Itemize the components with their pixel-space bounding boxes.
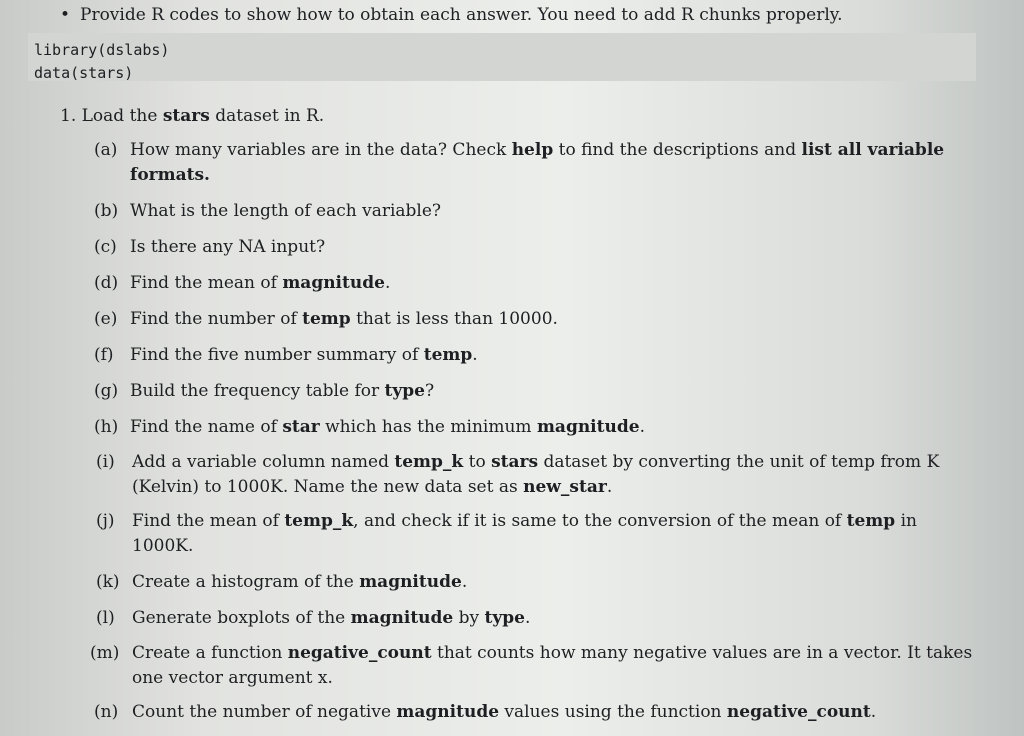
text-run: . bbox=[461, 572, 468, 592]
item-text bbox=[130, 379, 976, 404]
item-label: (e) bbox=[94, 309, 118, 329]
bold-term: magnitude bbox=[536, 417, 640, 437]
text-run: . bbox=[639, 417, 645, 437]
text-run: Find the five number summary of bbox=[130, 345, 424, 365]
text-run: . bbox=[524, 608, 531, 628]
bold-term: negative_count bbox=[726, 702, 871, 722]
item-b bbox=[94, 199, 976, 224]
text-run: to bbox=[463, 452, 492, 472]
text-run: values using the function bbox=[499, 702, 727, 722]
item-label: (k) bbox=[96, 572, 120, 592]
item-label: (m) bbox=[90, 643, 120, 663]
instruction-text: Provide R codes to show how to obtain each answer. You need to add R chunks properly. bbox=[80, 5, 843, 25]
item-e bbox=[94, 307, 976, 332]
item-text bbox=[132, 606, 976, 631]
item-k bbox=[96, 570, 976, 595]
bold-term: temp bbox=[846, 511, 896, 531]
text-run: Load the bbox=[81, 106, 163, 126]
text-run: Find the number of bbox=[130, 309, 303, 329]
bold-term: star bbox=[282, 417, 320, 437]
bold-term: type bbox=[484, 608, 525, 628]
bullet-symbol: • bbox=[60, 5, 71, 25]
text-run: Create a histogram of the bbox=[132, 572, 360, 592]
text-run: Generate boxplots of the bbox=[132, 608, 351, 628]
bold-term: temp bbox=[302, 309, 351, 329]
item-label: (h) bbox=[94, 417, 119, 437]
item-a bbox=[94, 138, 976, 188]
question-text bbox=[82, 106, 325, 126]
text-run: that is less than 10000. bbox=[350, 309, 558, 329]
text-run: that counts how many negative values are in a vector. It takes one vector argument x. bbox=[132, 643, 978, 688]
item-d bbox=[94, 271, 976, 296]
item-g bbox=[94, 379, 976, 404]
item-text bbox=[130, 307, 976, 332]
item-label: (l) bbox=[96, 608, 115, 628]
text-run: in 1000K. bbox=[132, 511, 923, 556]
text-run: Build the frequency table for bbox=[130, 381, 385, 401]
item-f bbox=[94, 343, 976, 368]
instruction-bullet bbox=[60, 3, 843, 27]
bold-term: negative_count bbox=[287, 643, 432, 663]
code-line-2: data(stars) bbox=[34, 64, 134, 82]
item-label: (c) bbox=[94, 237, 117, 257]
text-run: Find the mean of bbox=[130, 273, 283, 293]
text-run: What is the length of each variable? bbox=[130, 201, 442, 221]
item-text bbox=[130, 271, 976, 296]
item-label: (j) bbox=[96, 511, 115, 531]
item-m bbox=[90, 641, 976, 691]
item-text bbox=[130, 138, 976, 188]
bold-term: help bbox=[511, 140, 554, 160]
item-l bbox=[96, 606, 976, 631]
text-run: . bbox=[472, 345, 478, 365]
text-run: ? bbox=[424, 381, 435, 401]
text-run: Find the mean of bbox=[132, 511, 285, 531]
text-run: Is there any NA input? bbox=[130, 237, 326, 257]
bold-term: temp bbox=[423, 345, 473, 365]
bold-term: magnitude bbox=[359, 572, 462, 592]
item-i bbox=[96, 450, 976, 500]
r-code-block bbox=[28, 33, 976, 81]
question-1 bbox=[60, 104, 324, 128]
item-c bbox=[94, 235, 976, 260]
text-run: dataset in R. bbox=[209, 106, 325, 126]
item-label: (i) bbox=[96, 452, 115, 472]
item-text bbox=[130, 343, 976, 368]
text-run: Find the name of bbox=[130, 417, 283, 437]
item-j bbox=[96, 509, 976, 559]
text-run: Add a variable column named bbox=[132, 452, 395, 472]
bold-term: stars bbox=[491, 452, 539, 472]
item-text bbox=[132, 700, 976, 725]
bold-term: magnitude bbox=[282, 273, 385, 293]
text-run: to find the descriptions and bbox=[553, 140, 802, 160]
text-run: . bbox=[870, 702, 877, 722]
item-text bbox=[132, 450, 976, 500]
bold-term: temp_k bbox=[284, 511, 354, 531]
text-run: Count the number of negative bbox=[132, 702, 397, 722]
text-run: , and check if it is same to the conversion of the mean of bbox=[353, 511, 847, 531]
item-label: (g) bbox=[94, 381, 119, 401]
item-text bbox=[132, 641, 976, 691]
item-n bbox=[94, 700, 976, 725]
item-text bbox=[130, 199, 976, 224]
item-h bbox=[94, 415, 976, 440]
item-text bbox=[132, 509, 976, 559]
item-label: (b) bbox=[94, 201, 119, 221]
bold-term: magnitude bbox=[396, 702, 500, 722]
bold-term: temp_k bbox=[394, 452, 464, 472]
bold-term: list all variable formats. bbox=[130, 140, 951, 185]
code-line-1: library(dslabs) bbox=[34, 41, 170, 59]
text-run: by bbox=[453, 608, 485, 628]
item-label: (n) bbox=[94, 702, 119, 722]
text-run: dataset by converting the unit of temp from K (Kelvin) to 1000K. Name the new data set as bbox=[132, 452, 945, 497]
item-text bbox=[132, 570, 976, 595]
text-run: . bbox=[606, 477, 613, 497]
item-label: (a) bbox=[94, 140, 118, 160]
item-text bbox=[130, 235, 976, 260]
question-number: 1. bbox=[60, 106, 77, 126]
bold-term: new_star bbox=[523, 477, 607, 497]
text-run: . bbox=[384, 273, 391, 293]
text-run: How many variables are in the data? Check bbox=[130, 140, 512, 160]
item-label: (f) bbox=[94, 345, 114, 365]
text-run: Create a function bbox=[132, 643, 288, 663]
bold-term: magnitude bbox=[350, 608, 454, 628]
text-run: which has the minimum bbox=[319, 417, 537, 437]
bold-term: type bbox=[384, 381, 425, 401]
item-text bbox=[130, 415, 976, 440]
item-label: (d) bbox=[94, 273, 119, 293]
bold-term: stars bbox=[162, 106, 210, 126]
